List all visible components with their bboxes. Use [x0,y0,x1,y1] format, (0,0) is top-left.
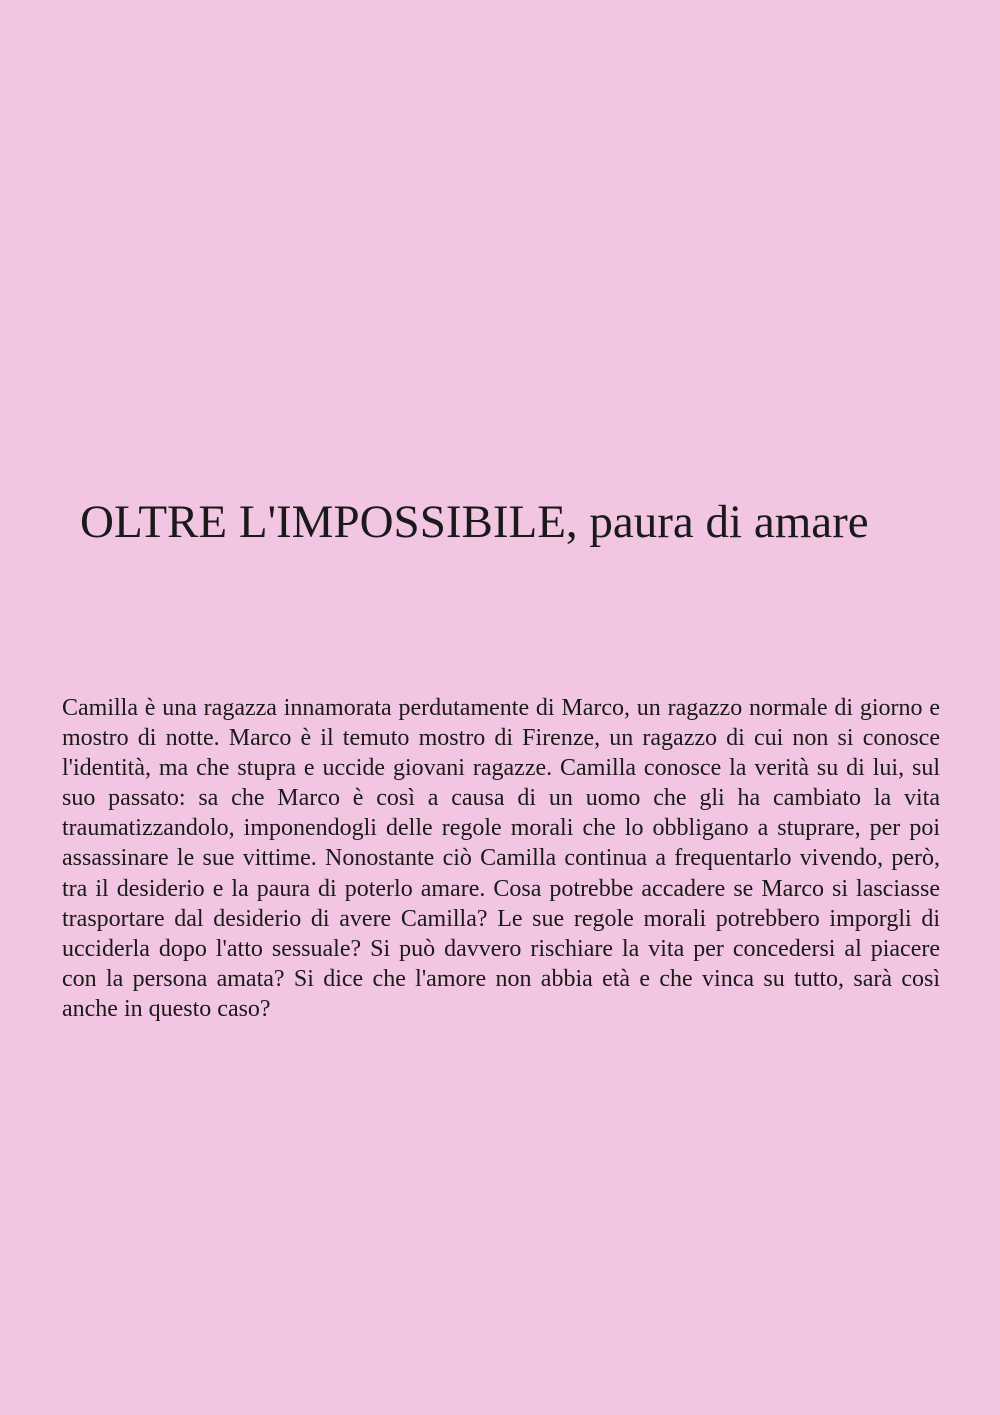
book-title: OLTRE L'IMPOSSIBILE, paura di amare [80,496,869,548]
book-synopsis: Camilla è una ragazza innamorata perdutamente di Marco, un ragazzo normale di giorno e mostro di notte. Marco è il temuto mostro di Firenze, un ragazzo di cui non si conosce l'identità, ma che stupra e uccide giovani ragazze. Camilla conosce la verità su di lui, sul suo passato: sa che Marco è così a causa di un uomo che gli ha cambiato la vita traumatizzandolo, imponendogli delle regole morali che lo obbligano a stuprare, per poi assassinare le sue vittime. Nonostante ciò Camilla continua a frequentarlo vivendo, però, tra il desiderio e la paura di poterlo amare. Cosa potrebbe accadere se Marco si lasciasse trasportare dal desiderio di avere Camilla? Le sue regole morali potrebbero imporgli di ucciderla dopo l'atto sessuale? Si può davvero rischiare la vita per concedersi al piacere con la persona amata? Si dice che l'amore non abbia età e che vinca su tutto, sarà così anche in questo caso? [62,695,940,1022]
